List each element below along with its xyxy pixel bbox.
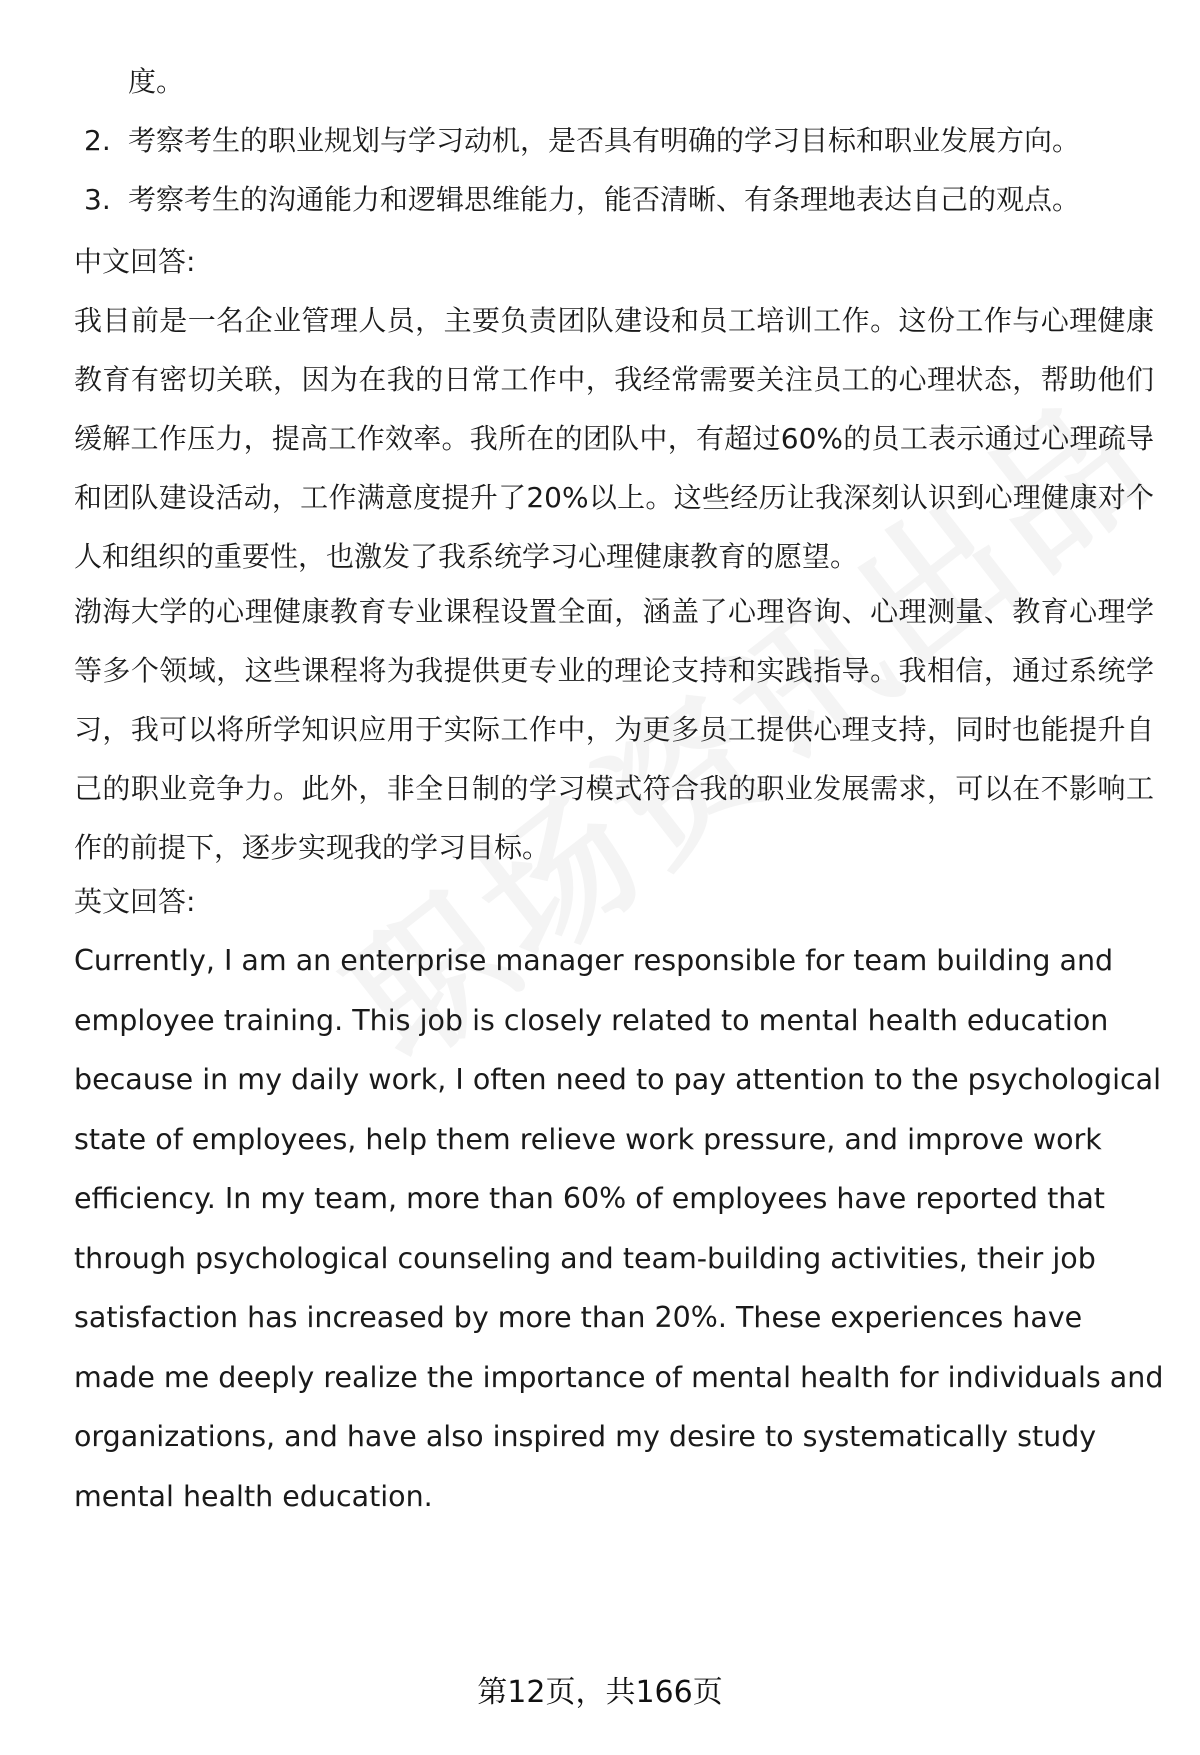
- list-item-number: 2.: [84, 124, 111, 157]
- english-answer-paragraph: Currently, I am an enterprise manager responsible for team building and employee training. This job is closely related to mental health education because in my daily work, I often need to pay attention to the psychological state of employees, help them relieve work pressure, and improve work efficiency. In my team, more than 60% of employees have reported that through psychological counseling and team-building activities, their job satisfaction has increased by more than 20%. These experiences have made me deeply realize the importance of mental health for individuals and organizations, and have also inspired my desire to systematically study mental health education.: [74, 944, 1164, 1513]
- chinese-answer-paragraph-1: 我目前是一名企业管理人员，主要负责团队建设和员工培训工作。这份工作与心理健康教育有密切关联，因为在我的日常工作中，我经常需要关注员工的心理状态，帮助他们缓解工作压力，提高工作效率。我所在的团队中，有超过60%的员工表示通过心理疏导和团队建设活动，工作满意度提升了20%以上。这些经历让我深刻认识到心理健康对个人和组织的重要性，也激发了我系统学习心理健康教育的愿望。: [74, 304, 1154, 573]
- list-item-text: 考察考生的职业规划与学习动机，是否具有明确的学习目标和职业发展方向。: [128, 124, 1081, 157]
- list-item-text: 考察考生的沟通能力和逻辑思维能力，能否清晰、有条理地表达自己的观点。: [128, 183, 1081, 216]
- numbered-list: [74, 52, 1154, 229]
- list-item-continuation: 度。: [128, 65, 185, 98]
- page-indicator: 第12页，共166页: [477, 1675, 723, 1710]
- list-item: [74, 170, 1154, 229]
- chinese-answer-paragraph-2: 渤海大学的心理健康教育专业课程设置全面，涵盖了心理咨询、心理测量、教育心理学等多个领域，这些课程将为我提供更专业的理论支持和实践指导。我相信，通过系统学习，我可以将所学知识应用于实际工作中，为更多员工提供心理支持，同时也能提升自己的职业竞争力。此外，非全日制的学习模式符合我的职业发展需求，可以在不影响工作的前提下，逐步实现我的学习目标。: [74, 595, 1154, 864]
- list-item-number: 3.: [84, 183, 111, 216]
- chinese-answer-label: 中文回答:: [74, 245, 196, 278]
- list-item: [74, 111, 1154, 170]
- english-answer-label: 英文回答:: [74, 885, 196, 918]
